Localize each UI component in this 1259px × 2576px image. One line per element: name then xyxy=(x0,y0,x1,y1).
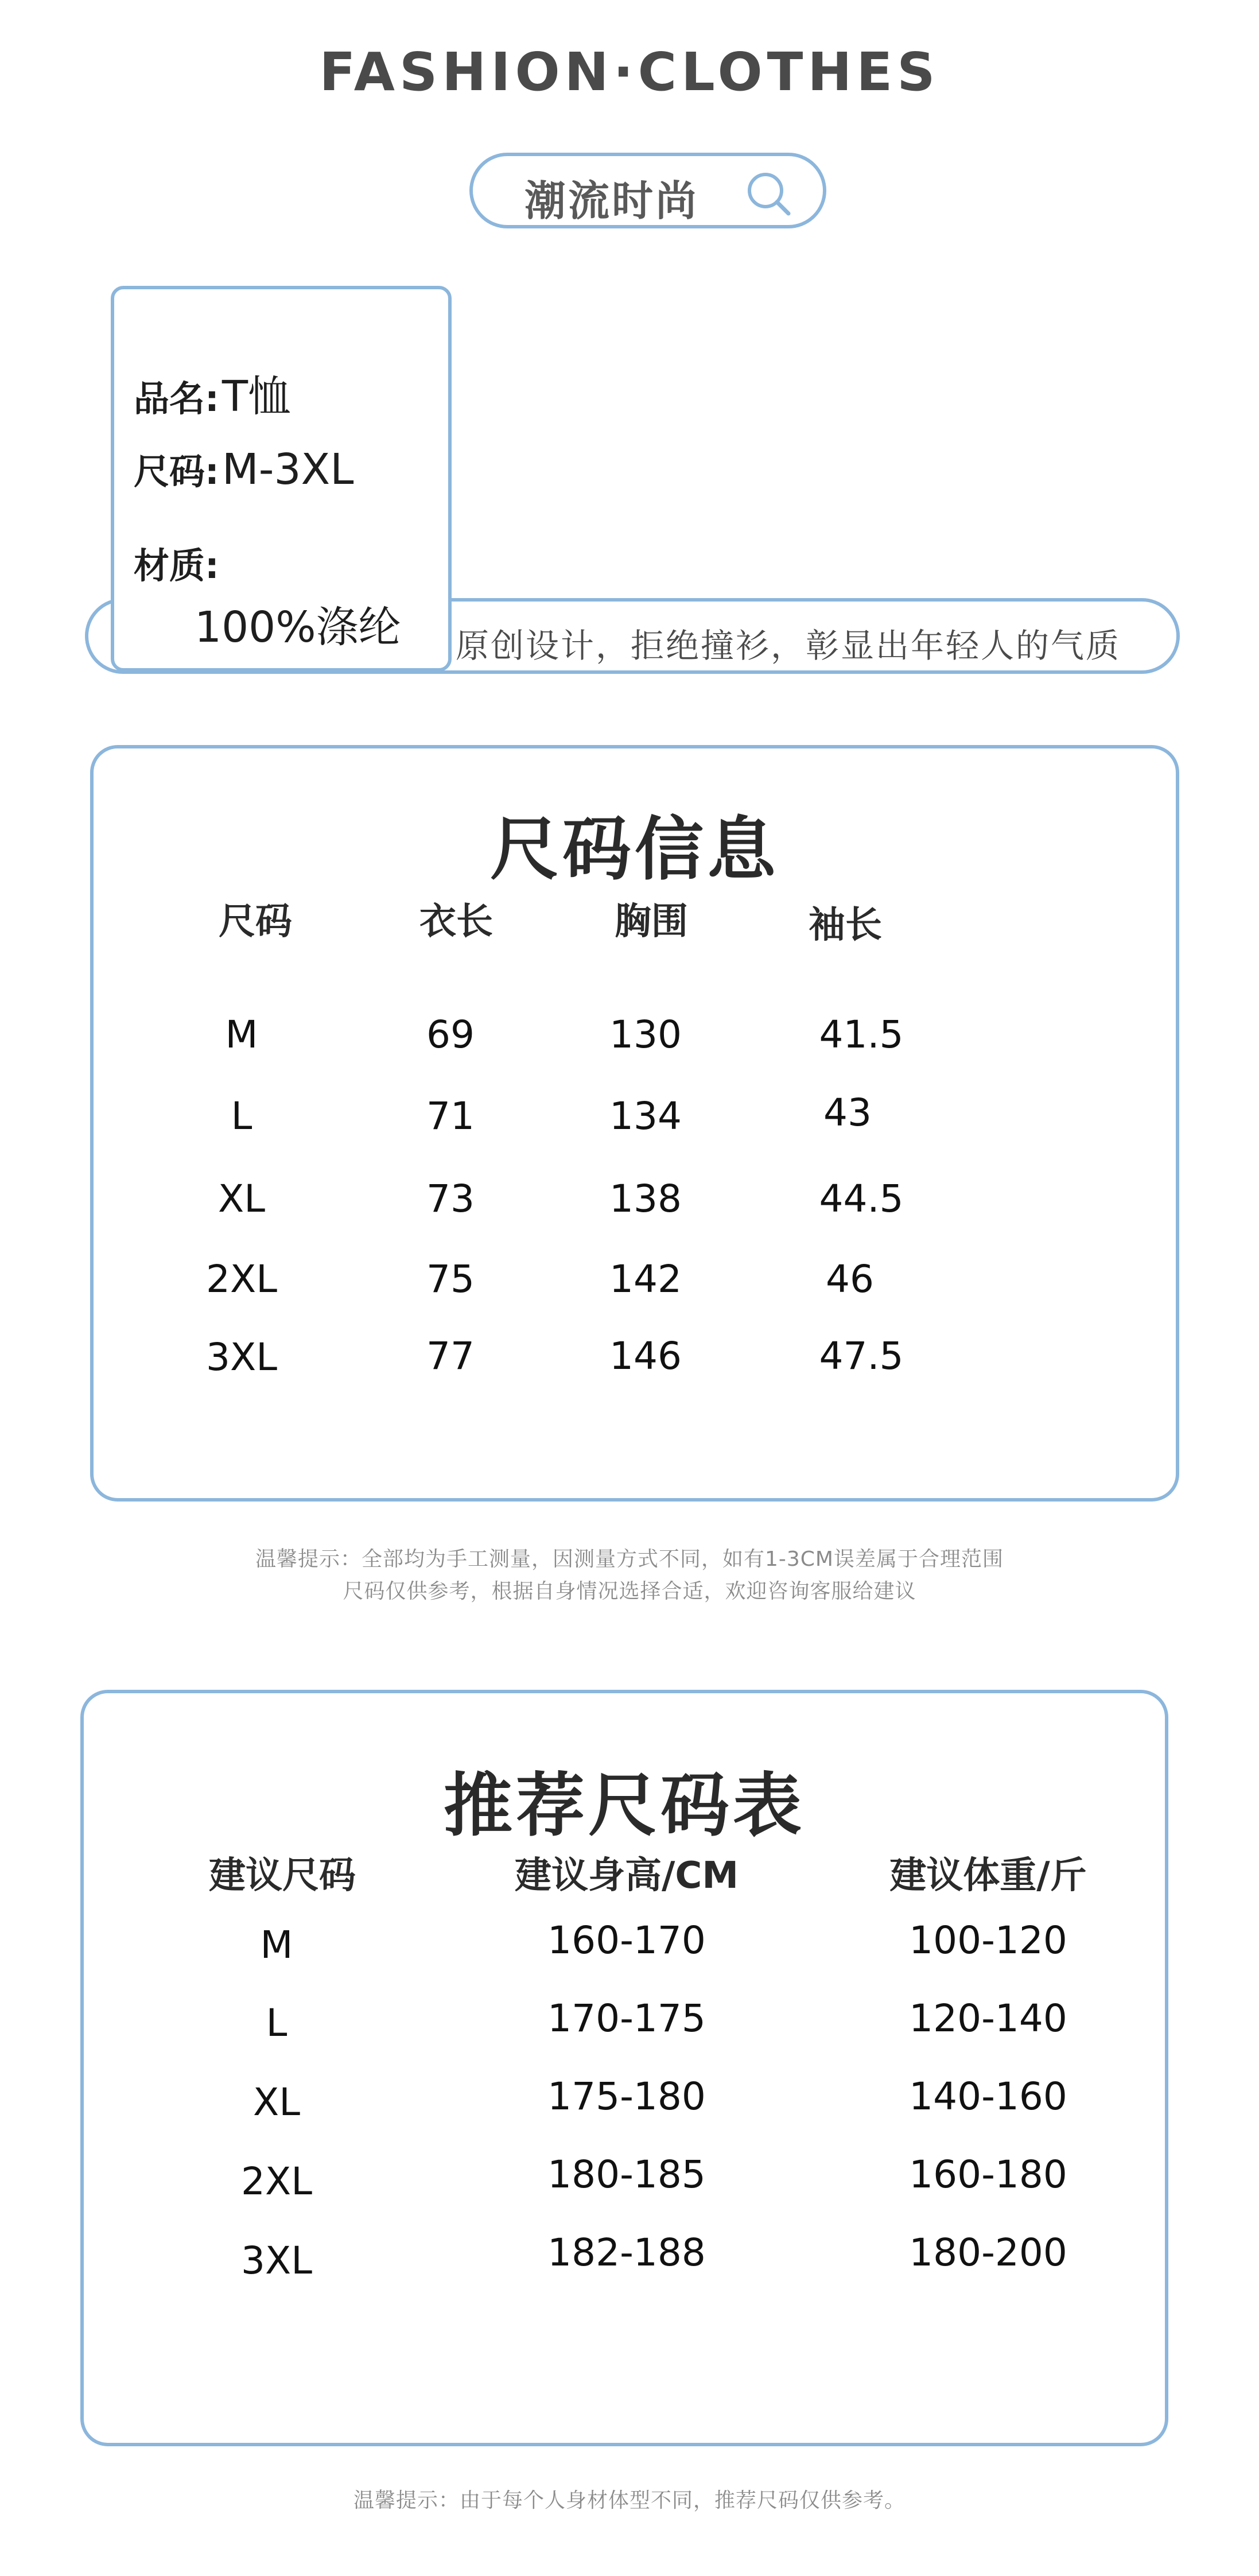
product-size-row xyxy=(134,443,353,494)
recommend-cell: 160-180 xyxy=(909,2152,1067,2197)
size-cell: 69 xyxy=(426,1012,475,1057)
recommend-header-weight: 建议体重/斤 xyxy=(889,1855,1087,1897)
recommend-cell: 175-180 xyxy=(547,2074,706,2119)
search-pill[interactable] xyxy=(469,153,826,228)
size-cell: 41.5 xyxy=(819,1012,904,1057)
recommend-cell: 2XL xyxy=(241,2159,312,2203)
size-cell: 73 xyxy=(426,1177,475,1221)
size-info-card xyxy=(90,745,1179,1502)
size-info-title: 尺码信息 xyxy=(490,810,779,890)
brand-title: FASHION·CLOTHES xyxy=(319,41,940,103)
size-cell: 2XL xyxy=(206,1257,277,1301)
product-size-label: 尺码: xyxy=(134,451,219,492)
recommend-cell: 182-188 xyxy=(547,2230,706,2275)
size-cell: 46 xyxy=(826,1257,874,1301)
recommend-cell: 100-120 xyxy=(909,1918,1067,1962)
product-info-card xyxy=(111,286,452,672)
size-cell: 71 xyxy=(426,1094,475,1138)
recommend-cell: 180-185 xyxy=(547,2152,706,2197)
product-size-value: M-3XL xyxy=(222,445,354,494)
recommend-cell: L xyxy=(266,2001,287,2045)
size-header-chest: 胸围 xyxy=(615,901,688,943)
size-cell: 77 xyxy=(426,1334,475,1378)
recommend-cell: 120-140 xyxy=(909,1996,1067,2040)
size-cell: 47.5 xyxy=(819,1334,904,1378)
size-cell: 130 xyxy=(609,1012,682,1057)
search-text: 潮流时尚 xyxy=(524,177,700,225)
size-cell: M xyxy=(225,1012,258,1057)
recommend-cell: M xyxy=(260,1923,293,1967)
recommend-header-size: 建议尺码 xyxy=(209,1855,356,1897)
size-cell: L xyxy=(231,1094,252,1138)
size-cell: 3XL xyxy=(206,1335,277,1379)
product-name-row xyxy=(134,363,290,424)
recommend-title: 推荐尺码表 xyxy=(444,1766,805,1846)
size-header-length: 衣长 xyxy=(419,901,493,943)
recommend-cell: XL xyxy=(253,2080,300,2124)
slogan-text: 原创设计，拒绝撞衫，彰显出年轻人的气质 xyxy=(456,626,1121,665)
size-header-sleeve: 袖长 xyxy=(809,904,882,946)
size-cell: 44.5 xyxy=(819,1177,904,1221)
recommend-cell: 180-200 xyxy=(909,2230,1067,2275)
size-cell: 43 xyxy=(823,1091,872,1135)
recommend-cell: 140-160 xyxy=(909,2074,1067,2119)
product-material-label: 材质: xyxy=(134,545,219,587)
size-cell: 75 xyxy=(426,1257,475,1301)
product-name-value: T恤 xyxy=(222,372,291,421)
size-header-size: 尺码 xyxy=(219,901,292,943)
product-name-label: 品名: xyxy=(134,378,219,420)
product-material-value: 100%涤纶 xyxy=(195,603,401,652)
recommend-note: 温馨提示：由于每个人身材体型不同，推荐尺码仅供参考。 xyxy=(353,2489,906,2512)
size-cell: 134 xyxy=(609,1094,682,1138)
size-note-line1: 温馨提示：全部均为手工测量，因测量方式不同，如有1-3CM误差属于合理范围 xyxy=(255,1547,1004,1571)
recommend-size-card xyxy=(80,1690,1168,2446)
search-icon xyxy=(743,168,794,219)
recommend-header-height: 建议身高/CM xyxy=(514,1855,739,1897)
recommend-cell: 3XL xyxy=(241,2239,312,2283)
size-cell: 138 xyxy=(609,1177,682,1221)
recommend-cell: 170-175 xyxy=(547,1996,706,2040)
size-cell: 142 xyxy=(609,1257,682,1301)
recommend-cell: 160-170 xyxy=(547,1918,706,1962)
size-note-line2: 尺码仅供参考，根据自身情况选择合适，欢迎咨询客服给建议 xyxy=(343,1580,916,1603)
size-cell: XL xyxy=(218,1177,265,1221)
size-cell: 146 xyxy=(609,1334,682,1378)
